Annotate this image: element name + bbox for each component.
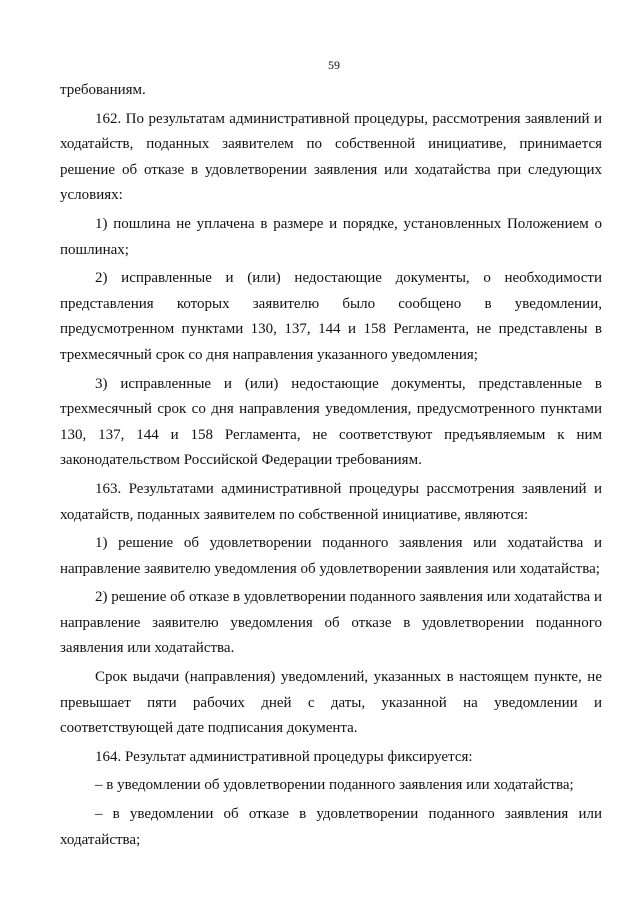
paragraph-162-item-1: 1) пошлина не уплачена в размере и порядке, установленных Положением о пошлинах;	[60, 215, 602, 258]
paragraph-163: 163. Результатами административной процедуры рассмотрения заявлений и ходатайств, поданных заявителем по собственной инициативе, являются:	[60, 480, 602, 523]
paragraph-163-deadline: Срок выдачи (направления) уведомлений, указанных в настоящем пункте, не превышает пяти рабочих дней с даты, указанной на уведомлении и соответствующей дате подписания документа.	[60, 669, 602, 737]
paragraph-162-item-3: 3) исправленные и (или) недостающие документы, представленные в трехмесячный срок со дня направления уведомления, предусмотренного пунктами 130, 137, 144 и 158 Регламента, не соответствуют предъявляемым к ним законодательством Российской Федерации требованиям.	[60, 375, 602, 469]
paragraph-164-item-2: – в уведомлении об отказе в удовлетворении поданного заявления или ходатайства;	[60, 806, 602, 848]
paragraph-163-item-2: 2) решение об отказе в удовлетворении поданного заявления или ходатайства и направление заявителю уведомления об отказе в удовлетворении поданного заявления или ходатайства.	[60, 589, 602, 657]
paragraph-163-item-1: 1) решение об удовлетворении поданного заявления или ходатайства и направление заявителю уведомления об удовлетворении заявления или ходатайства;	[60, 535, 602, 577]
paragraph-continuation: требованиям.	[60, 82, 146, 98]
page-number: 59	[328, 58, 340, 72]
paragraph-162: 162. По результатам административной процедуры, рассмотрения заявлений и ходатайств, поданных заявителем по собственной инициативе, принимается решение об отказе в удовлетворении заявления или ходатайства при следующих условиях:	[60, 110, 602, 204]
document-body	[60, 78, 602, 853]
paragraph-162-item-2: 2) исправленные и (или) недостающие документы, о необходимости представления которых заявителю было сообщено в уведомлении, предусмотренном пунктами 130, 137, 144 и 158 Регламента, не представлены в трехмесячный срок со дня направления указанного уведомления;	[60, 270, 602, 363]
paragraph-164-item-1: – в уведомлении об удовлетворении поданного заявления или ходатайства;	[95, 777, 574, 794]
paragraph-164: 164. Результат административной процедуры фиксируется:	[95, 748, 473, 765]
